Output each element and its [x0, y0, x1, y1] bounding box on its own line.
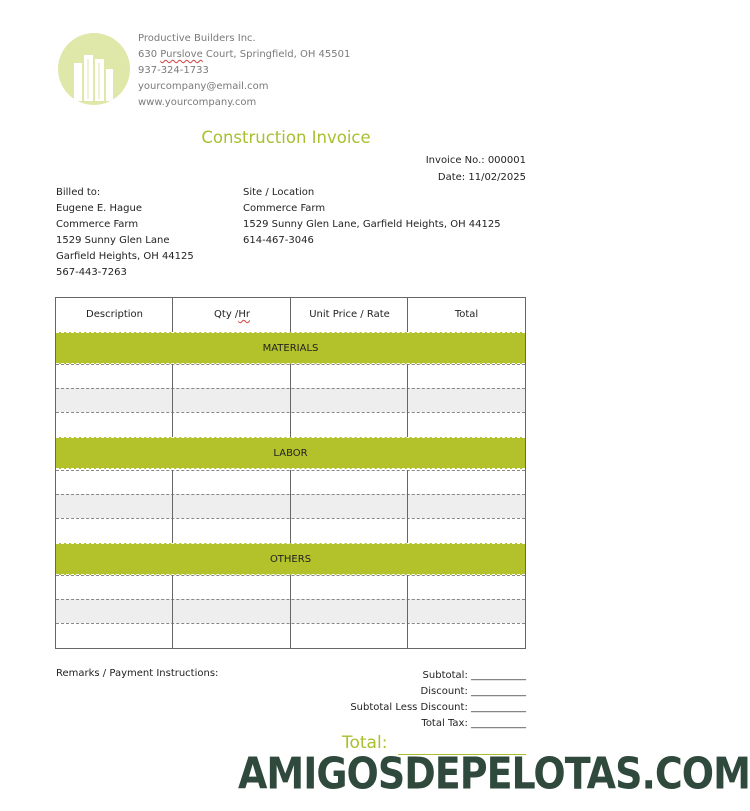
column-header-description: Description — [86, 309, 143, 320]
company-address-street: Purslove — [160, 49, 203, 60]
discount-line: Discount: ___________ — [420, 686, 526, 697]
column-divider — [172, 298, 173, 332]
column-divider — [290, 364, 291, 437]
column-divider — [407, 470, 408, 543]
column-divider — [172, 470, 173, 543]
company-name: Productive Builders Inc. — [138, 33, 256, 44]
column-header-unit-price: Unit Price / Rate — [309, 309, 390, 320]
company-website: www.yourcompany.com — [138, 97, 257, 108]
totals-block — [350, 668, 526, 732]
column-divider — [172, 575, 173, 648]
section-labor: LABOR — [56, 437, 525, 469]
column-divider — [407, 298, 408, 332]
billed-to-line: Garfield Heights, OH 44125 — [56, 251, 194, 262]
invoice-number: Invoice No.: 000001 — [425, 155, 526, 166]
column-header-qty — [173, 298, 291, 331]
subtotal-line: Subtotal: ___________ — [422, 670, 526, 681]
billed-to-line: Eugene E. Hague — [56, 203, 142, 214]
company-address — [138, 47, 350, 63]
billed-to-block — [56, 185, 194, 281]
site-line: Commerce Farm — [243, 203, 326, 214]
company-address-number: 630 — [138, 49, 161, 60]
total-tax-line: Total Tax: ___________ — [421, 718, 526, 729]
column-divider — [407, 364, 408, 437]
section-materials: MATERIALS — [56, 332, 525, 364]
column-divider — [290, 470, 291, 543]
remarks-label: Remarks / Payment Instructions: — [56, 668, 219, 679]
site-heading: Site / Location — [243, 187, 315, 198]
section-others: OTHERS — [56, 543, 525, 575]
company-address-rest: Court, Springfield, OH 45501 — [202, 49, 351, 60]
site-line: 1529 Sunny Glen Lane, Garfield Heights, OH 44125 — [243, 219, 501, 230]
total-label: Total: — [342, 733, 388, 753]
invoice-meta — [426, 152, 526, 186]
qty-header-unit: Hr — [238, 309, 250, 320]
column-divider — [290, 298, 291, 332]
company-phone: 937-324-1733 — [138, 65, 209, 76]
company-info — [138, 31, 350, 111]
column-divider — [290, 575, 291, 648]
site-location-block — [243, 185, 501, 249]
billed-to-line: 567-443-7263 — [56, 267, 127, 278]
document-title: Construction Invoice — [201, 128, 371, 147]
column-divider — [172, 364, 173, 437]
company-email: yourcompany@email.com — [138, 81, 269, 92]
column-divider — [407, 575, 408, 648]
invoice-table — [55, 297, 526, 649]
company-logo — [58, 33, 130, 105]
billed-to-line: Commerce Farm — [56, 219, 139, 230]
subtotal-less-discount-line: Subtotal Less Discount: ___________ — [350, 702, 526, 713]
qty-header-label: Qty / — [214, 309, 239, 320]
column-header-total: Total — [454, 309, 479, 320]
invoice-date: Date: 11/02/2025 — [437, 172, 526, 183]
site-line: 614-467-3046 — [243, 235, 314, 246]
billed-to-heading: Billed to: — [56, 187, 101, 198]
watermark: AMIGOSDEPELOTAS.COM — [238, 748, 750, 799]
billed-to-line: 1529 Sunny Glen Lane — [56, 235, 170, 246]
